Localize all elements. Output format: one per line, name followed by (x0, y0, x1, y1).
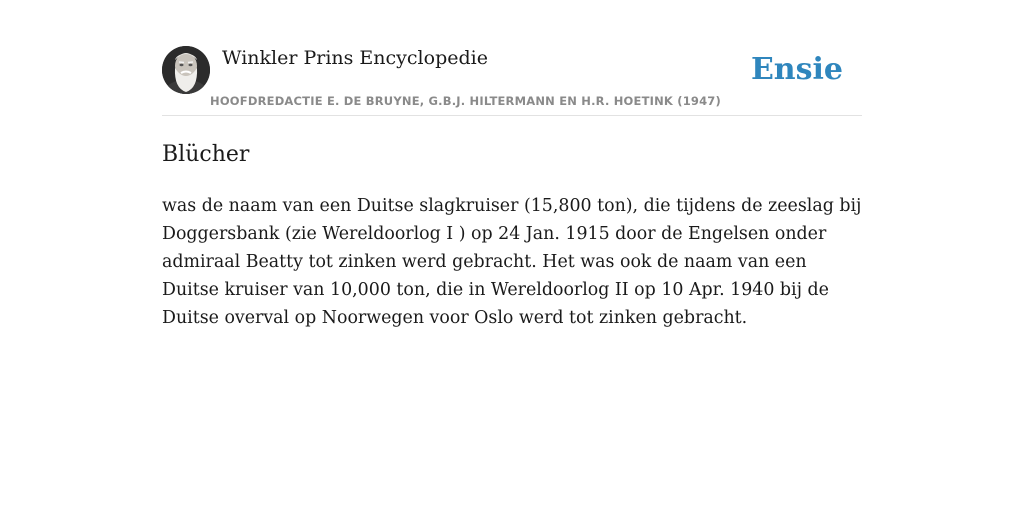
editors-line: HOOFDREDACTIE E. DE BRUYNE, G.B.J. HILTERMANN EN H.R. HOETINK (1947) (210, 94, 721, 108)
entry-body: was de naam van een Duitse slagkruiser (15,800 ton), die tijdens de zeeslag bij Doggersbank (zie Wereldoorlog I ) op 24 Jan. 1915 door de Engelsen onder admiraal Beatty tot zinken werd gebracht. Het was ook de naam van een Duitse kruiser van 10,000 ton, die in Wereldoorlog II op 10 Apr. 1940 bij de Duitse overval op Noorwegen voor Oslo werd tot zinken gebracht. (162, 196, 862, 328)
entry-title: Blücher (162, 142, 250, 167)
ensie-logo-link[interactable]: Ensie (750, 52, 843, 87)
encyclopedia-title[interactable]: Winkler Prins Encyclopedie (222, 47, 488, 69)
bearded-man-portrait-icon (162, 46, 210, 94)
encyclopedia-header (162, 46, 862, 116)
author-portrait-avatar (162, 46, 210, 94)
